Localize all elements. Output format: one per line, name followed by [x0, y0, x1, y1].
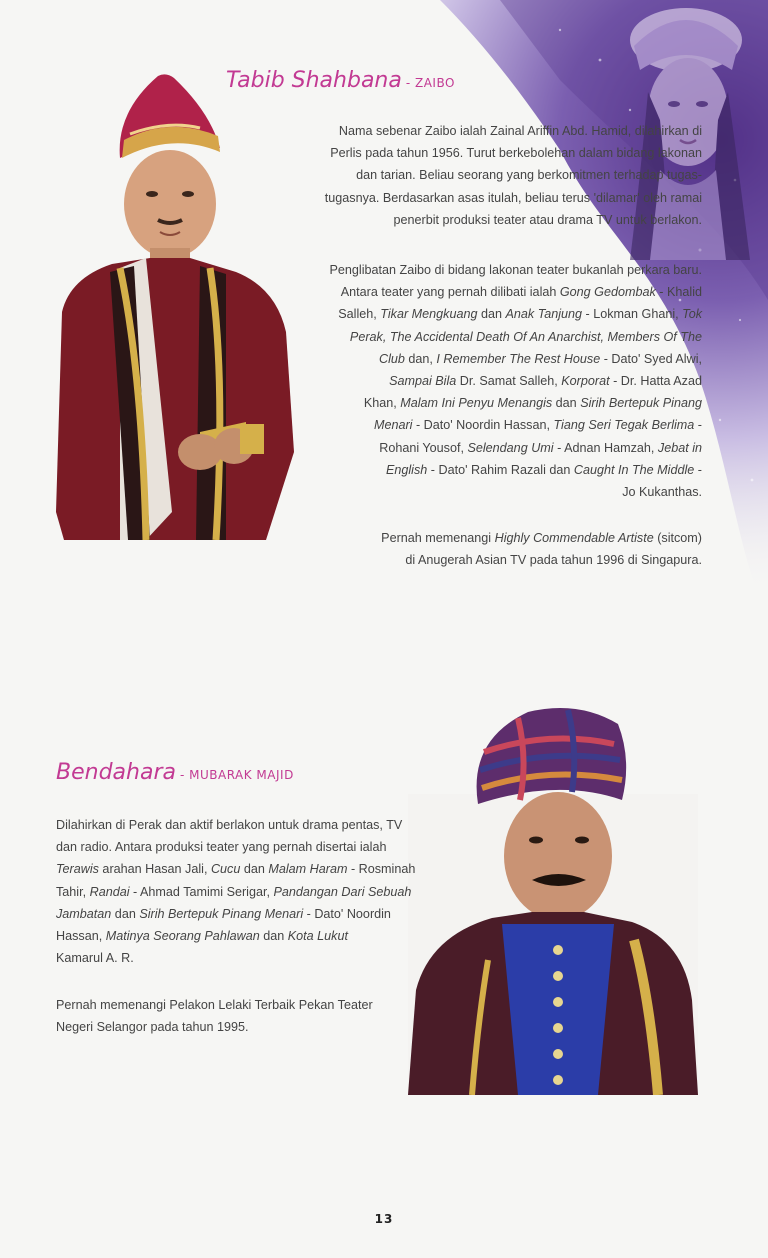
- text-segment: Salleh,: [338, 307, 381, 322]
- page-number: 13: [374, 1212, 394, 1226]
- italic-title-text: Caught In The Middle: [573, 462, 695, 477]
- zaibo-theatre-paragraph: [258, 259, 702, 503]
- text-segment: dan: [477, 307, 506, 322]
- italic-title-text: I Remember The Rest House: [436, 351, 601, 366]
- italic-title-text: Terawis: [56, 862, 99, 877]
- text-line: [258, 326, 702, 348]
- italic-title-text: Sirih Bertepuk Pinang Menari: [139, 906, 304, 921]
- text-segment: dan,: [404, 351, 437, 366]
- heading-title: Tabib Shahbana: [226, 68, 402, 93]
- italic-title-text: Highly Commendable Artiste: [494, 531, 654, 545]
- heading-title: Bendahara: [56, 760, 176, 785]
- italic-title-text: Jambatan: [56, 906, 112, 921]
- text-line: [56, 858, 486, 880]
- italic-title-text: Pandangan Dari Sebuah: [273, 884, 412, 899]
- italic-title-text: Sirih Bertepuk Pinang: [580, 396, 702, 411]
- text-line: [258, 392, 702, 414]
- text-segment: - Khalid: [655, 285, 702, 300]
- text-line: [258, 303, 702, 325]
- zaibo-bio-paragraph: [228, 120, 702, 231]
- italic-title-text: Tiang Seri Tegak Berlima: [553, 418, 695, 433]
- italic-title-text: Anak Tanjung: [505, 307, 583, 322]
- text-segment: - Lokman Ghani,: [582, 307, 683, 322]
- section-heading-tabib-shahbana: [226, 68, 455, 93]
- text-line: [300, 527, 702, 549]
- text-segment: - Dato' Rahim Razali dan: [427, 462, 574, 477]
- text-line: [56, 814, 486, 836]
- italic-title-text: Sampai Bila: [389, 374, 457, 389]
- italic-title-text: Selendang Umi: [467, 440, 554, 455]
- italic-title-text: Cucu: [210, 862, 241, 877]
- text-segment: Hassan,: [56, 929, 106, 944]
- italic-title-text: Kota Lukut: [287, 929, 348, 944]
- text-line: Perlis pada tahun 1956. Turut berkebolehan dalam bidang lakonan: [330, 146, 702, 161]
- text-line: [56, 881, 486, 903]
- text-line: [258, 437, 702, 459]
- text-line: [56, 947, 486, 969]
- text-segment: Khan,: [363, 396, 401, 411]
- text-segment: di Anugerah Asian TV pada tahun 1996 di Singapura.: [405, 553, 702, 568]
- text-segment: - Dr. Hatta Azad: [609, 374, 702, 389]
- text-line: [258, 348, 702, 370]
- text-segment: - Dato' Syed Alwi,: [600, 351, 702, 366]
- text-segment: - Dato' Noordin Hassan,: [412, 418, 554, 433]
- section-heading-bendahara: [56, 760, 294, 785]
- text-segment: Dilahirkan di Perak dan aktif berlakon untuk drama pentas, TV: [56, 818, 403, 832]
- italic-title-text: English: [385, 462, 428, 477]
- italic-title-text: Perak, The Accidental Death Of An Anarchist, Members Of The: [349, 329, 702, 344]
- text-segment: - Ahmad Tamimi Serigar,: [129, 884, 274, 899]
- text-segment: Antara teater yang pernah dilibati ialah: [340, 285, 560, 300]
- heading-subtitle: - ZAIBO: [405, 76, 455, 90]
- text-line: Nama sebenar Zaibo ialah Zainal Ariffin Abd. Hamid, dilahirkan di: [338, 124, 702, 138]
- italic-title-text: Tikar Mengkuang: [380, 307, 478, 322]
- text-segment: - Adnan Hamzah,: [553, 440, 658, 455]
- text-line: [258, 481, 702, 503]
- text-segment: Rohani Yousof,: [379, 440, 468, 455]
- text-segment: Jo Kukanthas.: [622, 485, 702, 500]
- text-line: [258, 259, 702, 281]
- italic-title-text: Randai: [89, 884, 130, 899]
- text-line: [258, 281, 702, 303]
- italic-title-text: Malam Haram: [268, 862, 348, 877]
- text-segment: -: [694, 418, 702, 433]
- text-segment: dan: [111, 906, 140, 921]
- text-segment: Kamarul A. R.: [56, 951, 134, 966]
- text-segment: -: [694, 462, 702, 477]
- text-line: [56, 903, 486, 925]
- text-line: Negeri Selangor pada tahun 1995.: [56, 1020, 249, 1035]
- italic-title-text: Menari: [373, 418, 413, 433]
- text-line: penerbit produksi teater atau drama TV untuk berlakon.: [393, 212, 702, 227]
- text-segment: dan: [259, 929, 288, 944]
- italic-title-text: Club: [379, 351, 405, 366]
- text-segment: Pernah memenangi: [381, 531, 495, 545]
- text-line: [258, 370, 702, 392]
- text-line: [258, 459, 702, 481]
- text-segment: - Rosminah: [347, 862, 416, 877]
- italic-title-text: Gong Gedombak: [559, 285, 656, 300]
- text-segment: Tahir,: [56, 884, 90, 899]
- italic-title-text: Jebat in: [657, 440, 702, 455]
- italic-title-text: Korporat: [561, 374, 610, 389]
- italic-title-text: Tok: [682, 307, 702, 322]
- text-segment: dan: [240, 862, 269, 877]
- text-segment: dan: [552, 396, 581, 411]
- text-line: [56, 925, 486, 947]
- text-line: [300, 549, 702, 571]
- mubarak-award-paragraph: [56, 994, 436, 1038]
- text-segment: Penglibatan Zaibo di bidang lakonan teater bukanlah perkara baru.: [329, 263, 702, 277]
- text-segment: dan radio. Antara produksi teater yang pernah disertai ialah: [56, 840, 387, 855]
- mubarak-bio-paragraph: [56, 814, 486, 969]
- text-line: dan tarian. Beliau seorang yang berkomitmen terhadap tugas-: [356, 168, 702, 183]
- text-line: [258, 414, 702, 436]
- text-segment: Dr. Samat Salleh,: [456, 374, 562, 389]
- text-segment: (sitcom): [653, 531, 702, 545]
- italic-title-text: Matinya Seorang Pahlawan: [105, 929, 260, 944]
- text-segment: arahan Hasan Jali,: [98, 862, 211, 877]
- text-line: Pernah memenangi Pelakon Lelaki Terbaik Pekan Teater: [56, 998, 373, 1012]
- text-line: [56, 836, 486, 858]
- zaibo-award-paragraph: [300, 527, 702, 571]
- text-line: tugasnya. Berdasarkan asas itulah, beliau terus 'dilamar' oleh ramai: [324, 190, 702, 205]
- italic-title-text: Malam Ini Penyu Menangis: [400, 396, 553, 411]
- heading-subtitle: - MUBARAK MAJID: [179, 768, 294, 782]
- text-segment: - Dato' Noordin: [303, 906, 391, 921]
